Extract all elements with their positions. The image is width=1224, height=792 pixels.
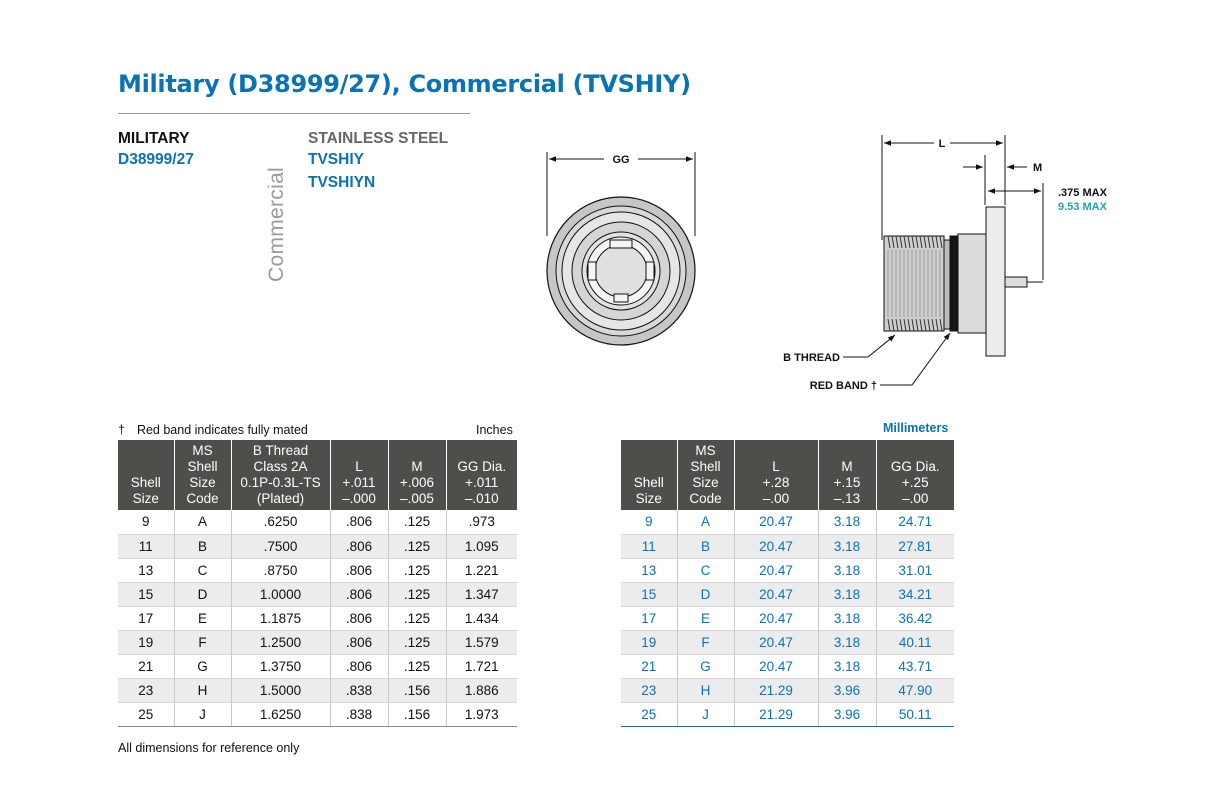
millimeters-cell: 20.47 — [734, 654, 818, 678]
millimeters-cell: J — [677, 702, 734, 726]
millimeters-header-line: +.28 — [762, 475, 790, 490]
millimeters-cell: A — [677, 510, 734, 534]
inches-row — [118, 558, 517, 582]
m-dim-label: M — [1033, 162, 1043, 174]
military-label: MILITARY — [118, 130, 190, 147]
side-view — [783, 135, 1107, 392]
millimeters-cell: B — [677, 534, 734, 558]
millimeters-cell: F — [677, 630, 734, 654]
inches-header-line: Size — [189, 475, 216, 490]
inches-cell: .7500 — [231, 534, 330, 558]
inches-cell: 25 — [118, 702, 174, 726]
inches-cell: 1.095 — [446, 534, 517, 558]
millimeters-header-line: –.00 — [762, 491, 790, 506]
millimeters-header-1 — [677, 440, 734, 510]
red-band-label: RED BAND † — [809, 380, 877, 392]
millimeters-header-line: +.25 — [901, 475, 929, 490]
inches-header-line: Size — [132, 491, 159, 506]
millimeters-header-line: Code — [689, 491, 722, 506]
millimeters-cell: 3.18 — [818, 630, 876, 654]
inches-cell: .125 — [388, 654, 446, 678]
inches-header-line: (Plated) — [256, 491, 305, 506]
inches-cell: 1.3750 — [231, 654, 330, 678]
inches-cell: .156 — [388, 702, 446, 726]
millimeters-cell: 50.11 — [876, 702, 954, 726]
inches-header-line: +.011 — [342, 475, 376, 490]
inches-header-line: Code — [186, 491, 219, 506]
millimeters-cell: 31.01 — [876, 558, 954, 582]
inches-cell: 17 — [118, 606, 174, 630]
inches-cell: .838 — [330, 702, 388, 726]
inches-cell: C — [174, 558, 231, 582]
millimeters-cell: 3.18 — [818, 510, 876, 534]
millimeters-header-3 — [818, 440, 876, 510]
inches-cell: 1.2500 — [231, 630, 330, 654]
commercial-vertical-label: Commercial — [265, 166, 288, 282]
inches-header-line: –.000 — [342, 491, 376, 506]
inches-cell: J — [174, 702, 231, 726]
millimeters-header-line: MS — [695, 443, 716, 458]
inches-header-2 — [231, 440, 330, 510]
millimeters-cell: 20.47 — [734, 582, 818, 606]
millimeters-header-line: L — [772, 459, 780, 474]
material-label: STAINLESS STEEL — [308, 130, 449, 147]
millimeters-cell: 20.47 — [734, 558, 818, 582]
inches-header-line: 0.1P-0.3L-TS — [240, 475, 321, 490]
inches-row — [118, 702, 517, 726]
inches-cell: E — [174, 606, 231, 630]
inches-cell: 13 — [118, 558, 174, 582]
millimeters-header-2 — [734, 440, 818, 510]
dagger-symbol: † — [118, 423, 125, 437]
millimeters-header-row — [621, 440, 954, 510]
millimeters-header-line: Size — [635, 491, 662, 506]
millimeters-row — [621, 510, 954, 534]
inches-cell: 1.721 — [446, 654, 517, 678]
millimeters-cell: 3.18 — [818, 534, 876, 558]
millimeters-cell: 3.18 — [818, 606, 876, 630]
millimeters-cell: 23 — [621, 678, 677, 702]
millimeters-row — [621, 678, 954, 702]
millimeters-cell: 21 — [621, 654, 677, 678]
millimeters-cell: 21.29 — [734, 678, 818, 702]
millimeters-cell: 3.18 — [818, 654, 876, 678]
inches-header-line: Class 2A — [253, 459, 308, 474]
inches-cell: .6250 — [231, 510, 330, 534]
inches-cell: .806 — [330, 654, 388, 678]
millimeters-header-line: +.15 — [833, 475, 861, 490]
millimeters-cell: 27.81 — [876, 534, 954, 558]
millimeters-cell: 3.96 — [818, 702, 876, 726]
inches-header-line: Shell — [187, 459, 218, 474]
millimeters-cell: 20.47 — [734, 534, 818, 558]
page-title: Military (D38999/27), Commercial (TVSHIY) — [118, 70, 691, 98]
inches-header-line: L — [355, 459, 363, 474]
millimeters-cell: 21.29 — [734, 702, 818, 726]
millimeters-cell: 19 — [621, 630, 677, 654]
inches-cell: .806 — [330, 606, 388, 630]
inches-cell: 19 — [118, 630, 174, 654]
inches-cell: .125 — [388, 630, 446, 654]
inches-header-1 — [174, 440, 231, 510]
millimeters-header-line: Size — [692, 475, 719, 490]
inches-row — [118, 582, 517, 606]
inches-header-line: MS — [192, 443, 213, 458]
millimeters-cell: 11 — [621, 534, 677, 558]
inches-cell: 15 — [118, 582, 174, 606]
inches-header-line: –.005 — [400, 491, 434, 506]
millimeters-cell: G — [677, 654, 734, 678]
inches-cell: .806 — [330, 558, 388, 582]
inches-cell: 11 — [118, 534, 174, 558]
front-view — [547, 152, 695, 345]
millimeters-cell: 3.96 — [818, 678, 876, 702]
millimeters-cell: E — [677, 606, 734, 630]
inches-header-line: M — [411, 459, 423, 474]
inches-header-line: +.006 — [399, 475, 435, 490]
inches-cell: .156 — [388, 678, 446, 702]
inches-cell: .806 — [330, 582, 388, 606]
inches-header-line: +.011 — [465, 475, 499, 490]
millimeters-row — [621, 558, 954, 582]
inches-cell: 9 — [118, 510, 174, 534]
millimeters-header-0 — [621, 440, 677, 510]
inches-header-5 — [446, 440, 517, 510]
millimeters-cell: D — [677, 582, 734, 606]
millimeters-table — [621, 440, 954, 727]
millimeters-header-line: Shell — [690, 459, 721, 474]
inches-header-line: –.010 — [464, 491, 499, 506]
l-dim-label: L — [938, 138, 946, 150]
inches-unit-label: Inches — [476, 423, 513, 437]
inches-header-row — [118, 440, 517, 510]
millimeters-row — [621, 582, 954, 606]
inches-cell: 1.973 — [446, 702, 517, 726]
inches-table — [118, 440, 517, 727]
inches-cell: 1.221 — [446, 558, 517, 582]
millimeters-cell: 20.47 — [734, 510, 818, 534]
millimeters-header-line: M — [841, 459, 853, 474]
millimeters-cell: 3.18 — [818, 558, 876, 582]
inches-cell: 1.347 — [446, 582, 517, 606]
note-text: Red band indicates fully mated — [136, 423, 308, 437]
red-band-note — [118, 423, 308, 437]
millimeters-cell: 13 — [621, 558, 677, 582]
millimeters-unit-label: Millimeters — [883, 421, 949, 435]
inches-cell: 1.5000 — [231, 678, 330, 702]
millimeters-row — [621, 702, 954, 726]
b-thread-label: B THREAD — [783, 352, 840, 364]
millimeters-cell: 3.18 — [818, 582, 876, 606]
inches-cell: .8750 — [231, 558, 330, 582]
inches-cell: .125 — [388, 582, 446, 606]
inches-cell: .806 — [330, 510, 388, 534]
millimeters-header-line: Shell — [633, 475, 664, 490]
millimeters-row — [621, 630, 954, 654]
millimeters-cell: 17 — [621, 606, 677, 630]
millimeters-cell: C — [677, 558, 734, 582]
inches-cell: F — [174, 630, 231, 654]
inches-cell: A — [174, 510, 231, 534]
millimeters-header-line: GG Dia. — [890, 459, 940, 474]
inches-cell: 23 — [118, 678, 174, 702]
inches-header-0 — [118, 440, 174, 510]
inches-cell: 1.6250 — [231, 702, 330, 726]
millimeters-cell: 34.21 — [876, 582, 954, 606]
inches-cell: 1.1875 — [231, 606, 330, 630]
millimeters-cell: 47.90 — [876, 678, 954, 702]
inches-row — [118, 510, 517, 534]
inches-row — [118, 630, 517, 654]
inches-cell: .806 — [330, 630, 388, 654]
inches-row — [118, 534, 517, 558]
millimeters-header-line: –.00 — [902, 491, 929, 506]
millimeters-cell: 43.71 — [876, 654, 954, 678]
inches-row — [118, 678, 517, 702]
max-mm-label: 9.53 MAX — [1058, 201, 1107, 213]
inches-cell: D — [174, 582, 231, 606]
inches-cell: G — [174, 654, 231, 678]
millimeters-cell: 36.42 — [876, 606, 954, 630]
gg-dim-label: GG — [612, 154, 630, 166]
inches-cell: 1.886 — [446, 678, 517, 702]
inches-header-3 — [330, 440, 388, 510]
millimeters-row — [621, 534, 954, 558]
inches-cell: 1.0000 — [231, 582, 330, 606]
inches-cell: .125 — [388, 558, 446, 582]
inches-cell: .125 — [388, 606, 446, 630]
millimeters-header-4 — [876, 440, 954, 510]
millimeters-row — [621, 606, 954, 630]
inches-cell: .838 — [330, 678, 388, 702]
inches-header-line: GG Dia. — [457, 459, 507, 474]
inches-header-4 — [388, 440, 446, 510]
millimeters-row — [621, 654, 954, 678]
max-in-label: .375 MAX — [1058, 187, 1107, 199]
inches-row — [118, 606, 517, 630]
inches-cell: .806 — [330, 534, 388, 558]
millimeters-cell: H — [677, 678, 734, 702]
inches-cell: B — [174, 534, 231, 558]
inches-cell: 1.434 — [446, 606, 517, 630]
commercial-part-code-2: TVSHIYN — [308, 174, 376, 191]
millimeters-cell: 24.71 — [876, 510, 954, 534]
inches-header-line: Shell — [130, 475, 161, 490]
military-part-code: D38999/27 — [118, 151, 194, 168]
inches-cell: 21 — [118, 654, 174, 678]
millimeters-cell: 40.11 — [876, 630, 954, 654]
inches-row — [118, 654, 517, 678]
millimeters-header-line: –.13 — [833, 491, 861, 506]
inches-cell: .125 — [388, 510, 446, 534]
millimeters-cell: 15 — [621, 582, 677, 606]
millimeters-cell: 9 — [621, 510, 677, 534]
commercial-part-code-1: TVSHIY — [308, 151, 364, 168]
millimeters-cell: 20.47 — [734, 630, 818, 654]
inches-header-line: B Thread — [252, 443, 309, 458]
inches-cell: .973 — [446, 510, 517, 534]
footer-note: All dimensions for reference only — [118, 741, 300, 755]
millimeters-cell: 20.47 — [734, 606, 818, 630]
inches-cell: H — [174, 678, 231, 702]
inches-cell: 1.579 — [446, 630, 517, 654]
millimeters-cell: 25 — [621, 702, 677, 726]
inches-cell: .125 — [388, 534, 446, 558]
